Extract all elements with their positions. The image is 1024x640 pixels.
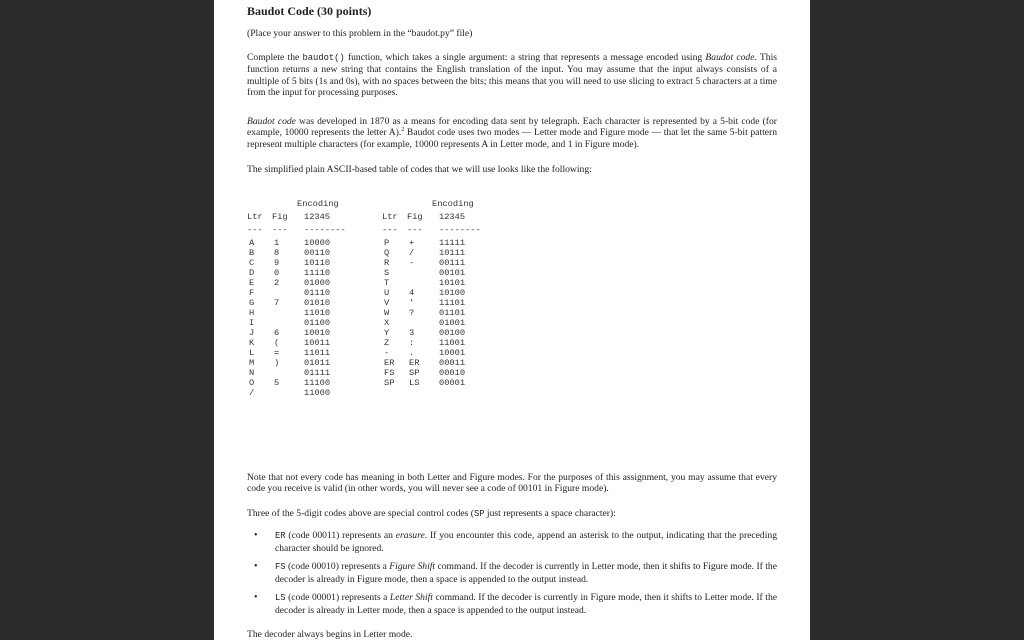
dash-fig-left: --- <box>272 225 288 235</box>
paragraph-control-codes-intro <box>247 508 777 520</box>
table-cell-right-code: 10101 <box>439 278 466 288</box>
table-cell-left-ltr: A <box>249 238 255 248</box>
table-cell-right-code: 01101 <box>439 308 466 318</box>
col-code-left: 12345 <box>304 212 331 222</box>
table-cell-right-fig: 3 <box>409 328 415 338</box>
table-cell-left-ltr: J <box>249 328 255 338</box>
table-cell-right-fig: ? <box>409 308 415 318</box>
bullet-dot: • <box>254 530 258 541</box>
table-cell-left-fig: 6 <box>274 328 280 338</box>
col-ltr-right: Ltr <box>382 212 398 222</box>
table-cell-right-ltr: X <box>384 318 390 328</box>
table-cell-right-code: 11101 <box>439 298 466 308</box>
table-cell-left-ltr: E <box>249 278 255 288</box>
table-cell-right-ltr: FS <box>384 368 395 378</box>
paragraph-decoder-start: The decoder always begins in Letter mode. <box>247 629 413 640</box>
table-cell-right-code: 10100 <box>439 288 466 298</box>
table-cell-left-code: 11000 <box>304 388 331 398</box>
table-cell-left-fig: = <box>274 348 280 358</box>
table-cell-left-fig: 1 <box>274 238 280 248</box>
p5-text-a: Three of the 5-digit codes above are special control codes ( <box>247 508 474 519</box>
bullet-dot: • <box>254 592 258 603</box>
footnote-marker: 2 <box>401 127 405 134</box>
table-cell-right-ltr: V <box>384 298 390 308</box>
p1-text-b: function, which takes a single argument: a string that represents a message encoded using <box>344 52 706 63</box>
table-cell-right-fig: 4 <box>409 288 415 298</box>
table-cell-left-ltr: I <box>249 318 255 328</box>
dash-code-left: -------- <box>304 225 346 235</box>
table-cell-right-code: 00010 <box>439 368 466 378</box>
table-cell-left-ltr: C <box>249 258 255 268</box>
table-cell-left-ltr: M <box>249 358 255 368</box>
table-cell-left-ltr: / <box>249 388 255 398</box>
p1-text-a: Complete the <box>247 52 303 63</box>
table-cell-left-code: 10110 <box>304 258 331 268</box>
paragraph-table-intro: The simplified plain ASCII-based table of codes that we will use looks like the following: <box>247 164 592 175</box>
table-cell-right-code: 11001 <box>439 338 466 348</box>
table-cell-right-code: 00100 <box>439 328 466 338</box>
table-cell-left-code: 01010 <box>304 298 331 308</box>
table-cell-left-fig: 9 <box>274 258 280 268</box>
table-cell-right-ltr: W <box>384 308 390 318</box>
table-cell-left-ltr: D <box>249 268 255 278</box>
table-cell-right-ltr: R <box>384 258 390 268</box>
table-cell-right-code: 00111 <box>439 258 466 268</box>
p1-baudot-italic: Baudot code <box>705 52 755 63</box>
function-name-code: baudot() <box>302 53 345 63</box>
table-cell-right-fig: / <box>409 248 415 258</box>
table-cell-left-code: 11011 <box>304 348 331 358</box>
table-cell-right-ltr: - <box>384 348 390 358</box>
table-cell-right-code: 00101 <box>439 268 466 278</box>
place-answer-note: (Place your answer to this problem in the “baudot.py” file) <box>247 28 473 39</box>
table-cell-right-fig: . <box>409 348 415 358</box>
dash-ltr-left: --- <box>247 225 263 235</box>
paragraph-baudot-history <box>247 116 777 150</box>
table-cell-right-ltr: Y <box>384 328 390 338</box>
table-cell-left-code: 01100 <box>304 318 331 328</box>
table-cell-left-ltr: N <box>249 368 255 378</box>
paragraph-function-description <box>247 52 777 99</box>
table-cell-right-fig: SP <box>409 368 420 378</box>
table-cell-right-ltr: SP <box>384 378 395 388</box>
table-cell-left-code: 11100 <box>304 378 331 388</box>
table-cell-right-code: 10111 <box>439 248 466 258</box>
table-cell-right-code: 11111 <box>439 238 466 248</box>
table-cell-left-code: 01000 <box>304 278 331 288</box>
table-cell-right-fig: + <box>409 238 415 248</box>
ls-text-b: command. If the decoder is currently in Figure mode, then it shifts to Letter mode. If the decoder is already in Letter mode, then a space is appended to the output instead. <box>275 592 778 616</box>
table-cell-left-fig: ( <box>274 338 280 348</box>
p2-baudot-italic: Baudot code <box>247 116 296 127</box>
er-em: erasure <box>395 530 425 541</box>
document-page <box>214 0 810 640</box>
table-cell-right-ltr: Z <box>384 338 390 348</box>
table-cell-left-ltr: B <box>249 248 255 258</box>
table-cell-left-code: 10000 <box>304 238 331 248</box>
p2-text-c: Baudot code uses two modes — Letter mode and Figure mode — that let the same 5-bit pattern represent multiple characters (for example, 10000 represents A in Letter mode, and 1 in Figure mode). <box>247 127 777 150</box>
fs-em: Figure Shift <box>389 561 436 572</box>
fs-text-b: command. If the decoder is currently in Letter mode, then it shifts to Figure mode. If the decoder is already in Figure mode, then a space is appended to the output instead. <box>275 561 777 585</box>
col-fig-left: Fig <box>272 212 288 222</box>
table-cell-left-code: 10011 <box>304 338 331 348</box>
table-cell-left-fig: 8 <box>274 248 280 258</box>
table-cell-right-fig: LS <box>409 378 420 388</box>
table-cell-left-code: 10010 <box>304 328 331 338</box>
ls-text-a: (code 00001) represents a <box>285 592 390 603</box>
col-code-right: 12345 <box>439 212 466 222</box>
table-cell-left-code: 01111 <box>304 368 331 378</box>
paragraph-validity-note: Note that not every code has meaning in both Letter and Figure modes. For the purposes of this assignment, you may assume that every code you receive is valid (in other words, you will never see a code of 00101 in Figure mode). <box>247 472 777 495</box>
encoding-label-right: Encoding <box>432 199 474 209</box>
table-cell-left-fig: 0 <box>274 268 280 278</box>
table-cell-right-ltr: P <box>384 238 390 248</box>
table-cell-right-fig: : <box>409 338 415 348</box>
ls-code: LS <box>275 593 286 603</box>
table-cell-right-fig: ' <box>409 298 415 308</box>
table-cell-right-code: 00011 <box>439 358 466 368</box>
table-cell-right-ltr: Q <box>384 248 390 258</box>
table-cell-left-code: 01011 <box>304 358 331 368</box>
table-cell-left-ltr: K <box>249 338 255 348</box>
table-cell-left-ltr: L <box>249 348 255 358</box>
table-cell-left-code: 00110 <box>304 248 331 258</box>
fs-code: FS <box>275 562 286 572</box>
list-item-ls-text <box>275 592 777 616</box>
table-cell-left-fig: ) <box>274 358 280 368</box>
er-text-a: (code 00011) represents an <box>285 530 396 541</box>
p1-text-d: . This function returns a new string that contains the English translation of the input. You may assume that the input always consists of a multiple of 5 bits (1s and 0s), with no spaces between the bits; this means that you will need to use slicing to extract 5 characters at a time from the input for processing purposes. <box>247 52 777 99</box>
dash-fig-right: --- <box>407 225 423 235</box>
list-item-fs-text <box>275 561 777 585</box>
table-cell-left-ltr: H <box>249 308 255 318</box>
table-cell-left-ltr: O <box>249 378 255 388</box>
table-cell-left-code: 01110 <box>304 288 331 298</box>
er-code: ER <box>275 531 286 541</box>
table-cell-right-ltr: T <box>384 278 390 288</box>
table-cell-right-fig: - <box>409 258 415 268</box>
table-cell-left-code: 11110 <box>304 268 331 278</box>
table-cell-left-fig: 2 <box>274 278 280 288</box>
dash-ltr-right: --- <box>382 225 398 235</box>
col-fig-right: Fig <box>407 212 423 222</box>
table-cell-right-code: 01001 <box>439 318 466 328</box>
table-cell-left-ltr: G <box>249 298 255 308</box>
er-text-b: . If you encounter this code, append an asterisk to the output, indicating that the preceding character should be ignored. <box>275 530 777 554</box>
table-cell-right-ltr: U <box>384 288 390 298</box>
bullet-dot: • <box>254 561 258 572</box>
table-cell-left-code: 11010 <box>304 308 331 318</box>
p5-text-b: just represents a space character): <box>484 508 616 519</box>
table-cell-left-ltr: F <box>249 288 255 298</box>
ls-em: Letter Shift <box>389 592 433 603</box>
table-cell-right-ltr: ER <box>384 358 395 368</box>
sp-code: SP <box>473 509 485 519</box>
table-cell-right-ltr: S <box>384 268 390 278</box>
table-cell-left-fig: 7 <box>274 298 280 308</box>
table-cell-right-code: 10001 <box>439 348 466 358</box>
col-ltr-left: Ltr <box>247 212 263 222</box>
encoding-label-left: Encoding <box>297 199 339 209</box>
table-cell-left-fig: 5 <box>274 378 280 388</box>
table-cell-right-code: 00001 <box>439 378 466 388</box>
p2-text-b: was developed in 1870 as a means for encoding data sent by telegraph. Each character is represented by a 5-bit code (for example, 10000 represents the letter A). <box>247 116 777 139</box>
table-cell-right-fig: ER <box>409 358 420 368</box>
fs-text-a: (code 00010) represents a <box>285 561 390 572</box>
dash-code-right: -------- <box>439 225 481 235</box>
list-item-er-text <box>275 530 777 554</box>
section-title: Baudot Code (30 points) <box>247 4 372 18</box>
